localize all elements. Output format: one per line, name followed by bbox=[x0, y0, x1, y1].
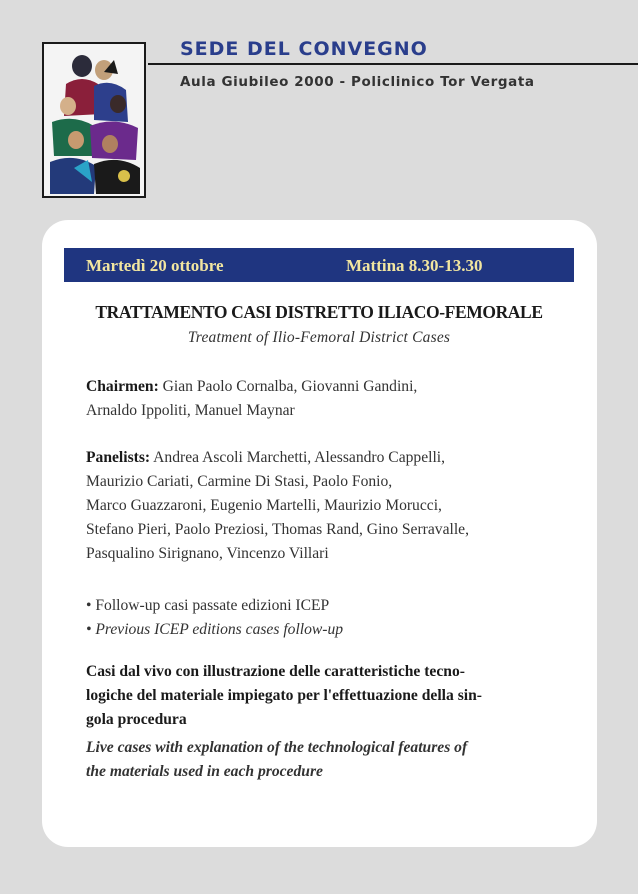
follow-up-list bbox=[86, 594, 566, 642]
chairmen-names-line: Arnaldo Ippoliti, Manuel Maynar bbox=[86, 402, 295, 419]
session-date: Martedì 20 ottobre bbox=[86, 256, 224, 275]
chairmen-label: Chairmen: bbox=[86, 378, 159, 395]
chairmen-names-line: Gian Paolo Cornalba, Giovanni Gandini, bbox=[162, 378, 418, 395]
live-cases-italian bbox=[86, 660, 566, 732]
live-cases-en-line: Live cases with explanation of the technological features of bbox=[86, 739, 468, 756]
panelists-names-line: Stefano Pieri, Paolo Preziosi, Thomas Rand, Gino Serravalle, bbox=[86, 521, 469, 538]
session-time: Mattina 8.30-13.30 bbox=[346, 256, 483, 275]
session-subtitle: Treatment of Ilio-Femoral District Cases bbox=[187, 329, 451, 346]
live-cases-english bbox=[86, 736, 566, 784]
follow-up-item-en: • Previous ICEP editions cases follow-up bbox=[86, 621, 344, 638]
live-cases-line: gola procedura bbox=[86, 711, 187, 728]
panelists-names-line: Marco Guazzaroni, Eugenio Martelli, Maurizio Morucci, bbox=[86, 497, 442, 514]
panelists-names-line: Maurizio Cariati, Carmine Di Stasi, Paolo Fonio, bbox=[86, 473, 393, 490]
session-title: TRATTAMENTO CASI DISTRETTO ILIACO-FEMORALE bbox=[95, 302, 543, 322]
session-day-bar bbox=[64, 248, 574, 282]
venue-subtitle: Aula Giubileo 2000 - Policlinico Tor Vergata bbox=[180, 74, 535, 90]
panelists-names-line: Pasqualino Sirignano, Vincenzo Villari bbox=[86, 545, 329, 562]
header-divider bbox=[148, 63, 638, 65]
chairmen-section bbox=[86, 375, 566, 423]
panelists-names-line: Andrea Ascoli Marchetti, Alessandro Cappelli, bbox=[153, 449, 446, 466]
panelists-section bbox=[86, 446, 566, 566]
live-cases-line: logiche del materiale impiegato per l'effettuazione della sin- bbox=[86, 687, 482, 704]
live-cases-en-line: the materials used in each procedure bbox=[86, 763, 323, 780]
live-cases-line: Casi dal vivo con illustrazione delle caratteristiche tecno- bbox=[86, 663, 465, 680]
superhero-group-illustration bbox=[42, 42, 146, 198]
venue-title: SEDE DEL CONVEGNO bbox=[180, 38, 428, 60]
follow-up-item-it: • Follow-up casi passate edizioni ICEP bbox=[86, 597, 330, 614]
panelists-label: Panelists: bbox=[86, 449, 151, 466]
